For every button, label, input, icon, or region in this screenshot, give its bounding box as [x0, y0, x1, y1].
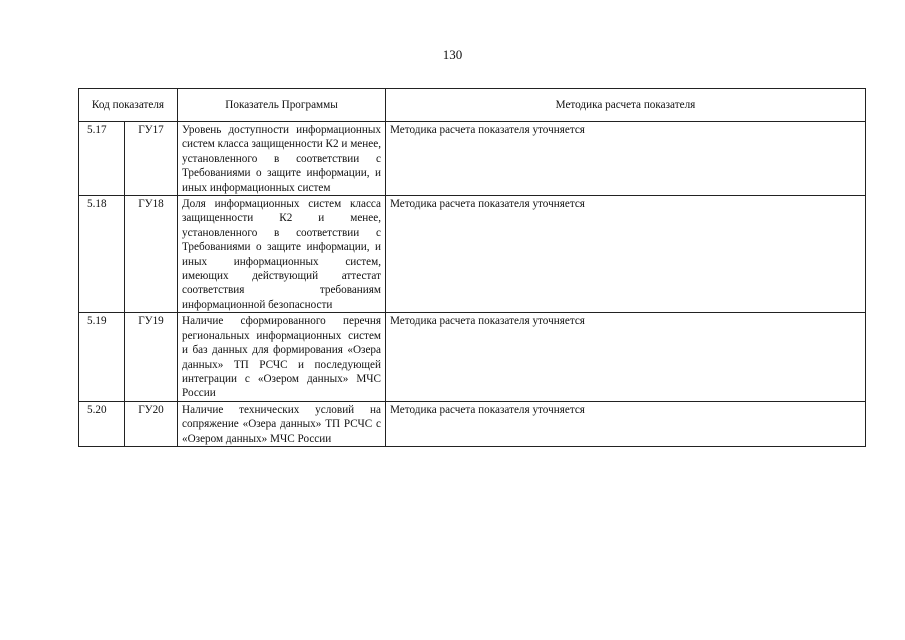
row-indicator: Доля информационных систем класса защищенности К2 и менее, установленного в соответствии с Требованиями о защите информации, и иных информационных систем, имеющих действующий аттестат соответствия требованиям информационной безопасности	[178, 196, 386, 313]
row-number: 5.18	[79, 196, 125, 313]
page-number: 130	[442, 47, 463, 62]
row-code: ГУ20	[125, 401, 178, 446]
row-code: ГУ17	[125, 122, 178, 196]
row-code: ГУ18	[125, 196, 178, 313]
header-method: Методика расчета показателя	[386, 89, 866, 122]
indicators-table	[78, 88, 866, 447]
row-number: 5.20	[79, 401, 125, 446]
row-indicator: Наличие технических условий на сопряжение «Озера данных» ТП РСЧС с «Озером данных» МЧС России	[178, 401, 386, 446]
row-indicator: Уровень доступности информационных систем класса защищенности К2 и менее, установленного в соответствии с Требованиями о защите информации, и иных информационных систем	[178, 122, 386, 196]
table-header-row	[79, 89, 866, 122]
table-row	[79, 313, 866, 401]
header-code: Код показателя	[79, 89, 178, 122]
row-method: Методика расчета показателя уточняется	[386, 122, 866, 196]
row-number: 5.19	[79, 313, 125, 401]
table-row	[79, 401, 866, 446]
row-method: Методика расчета показателя уточняется	[386, 401, 866, 446]
row-indicator: Наличие сформированного перечня региональных информационных систем и баз данных для формирования «Озера данных» ТП РСЧС и последующей интеграции с «Озером данных» МЧС России	[178, 313, 386, 401]
table-row	[79, 122, 866, 196]
row-method: Методика расчета показателя уточняется	[386, 196, 866, 313]
row-code: ГУ19	[125, 313, 178, 401]
row-number: 5.17	[79, 122, 125, 196]
table-row	[79, 196, 866, 313]
header-indicator: Показатель Программы	[178, 89, 386, 122]
row-method: Методика расчета показателя уточняется	[386, 313, 866, 401]
